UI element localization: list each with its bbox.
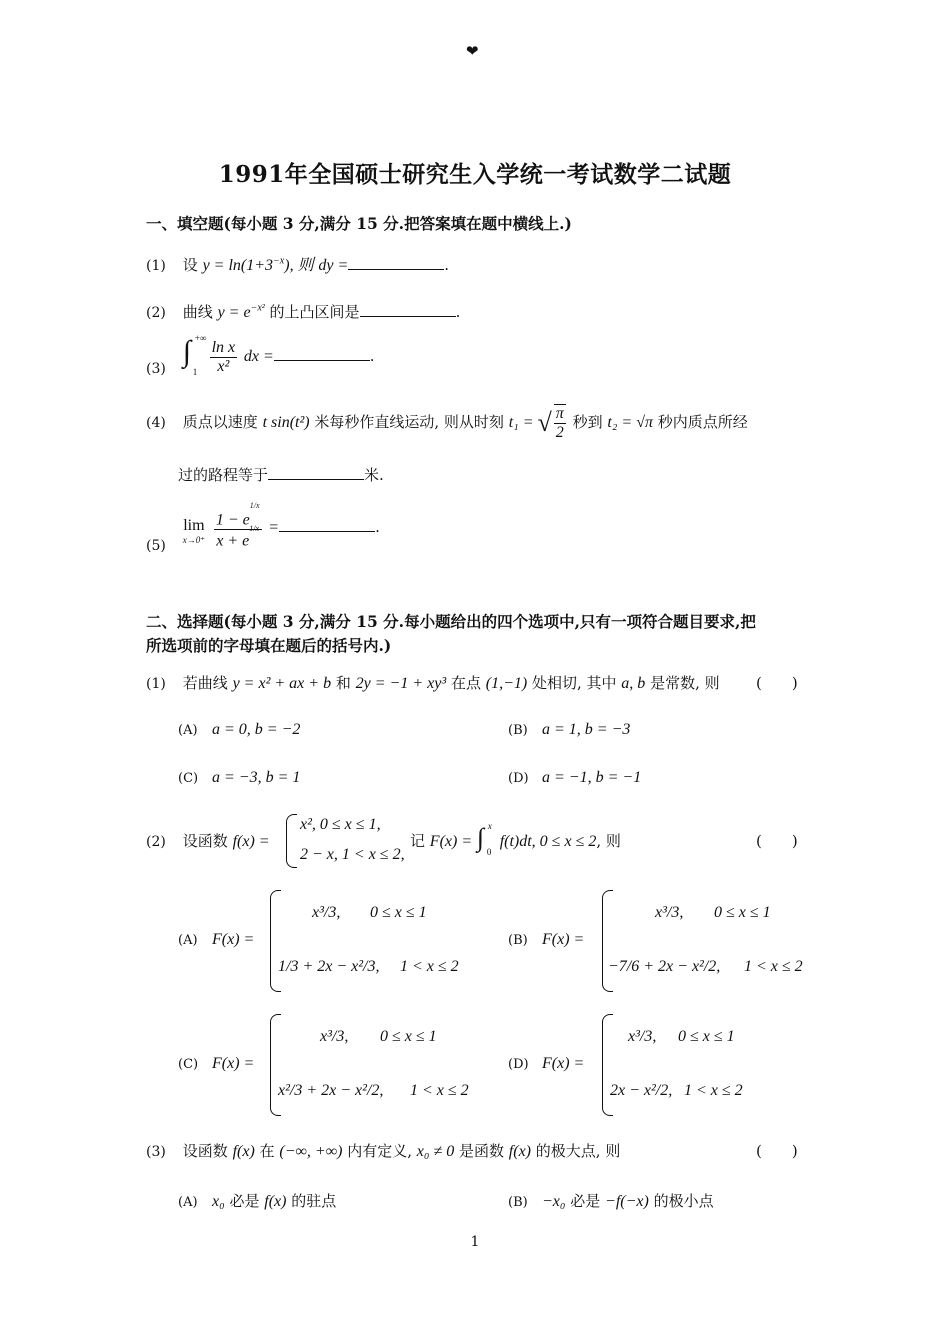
answer-blank <box>279 517 375 532</box>
piecewise-brace <box>270 1014 281 1116</box>
integral-sign: ∫ x 0 <box>476 821 492 857</box>
question-number: (1) <box>146 258 166 274</box>
piecewise-case-1: x², 0 ≤ x ≤ 1, <box>300 816 381 833</box>
question-number: (2) <box>146 305 166 321</box>
formula: $y = e^{-x^2}$ <box>217 302 265 321</box>
answer-paren: ( ) <box>756 1142 798 1160</box>
case-1-cond: 0 ≤ x ≤ 1 <box>714 904 771 921</box>
option-d: (D) a = −1, b = −1 <box>508 769 642 786</box>
piecewise-brace <box>602 1014 613 1116</box>
fraction: $\frac{1 - e^{1/x}}{x + e^{1/x}}$ <box>215 501 260 550</box>
option-b: (B) −x₀ 必是 −f(−x) 的极小点 <box>508 1192 714 1210</box>
limit-operator: lim x→0⁺ <box>182 517 206 546</box>
formula: $y = \ln(1+3^{-x}$ <box>202 255 285 274</box>
case-1: x³/3, <box>655 904 684 921</box>
option-a: (A) F(x) = <box>178 931 255 948</box>
question-number: (3) <box>146 1144 166 1160</box>
option-a: (A) a = 0, b = −2 <box>178 721 301 738</box>
question-number: (2) <box>146 834 166 850</box>
option-d: (D) F(x) = <box>508 1055 585 1072</box>
question-number: (3) <box>146 361 166 377</box>
case-2-cond: 1 < x ≤ 2 <box>410 1082 469 1099</box>
page-number: 1 <box>470 1234 480 1250</box>
page-title: 1991年全国硕士研究生入学统一考试数学二试题 <box>218 161 732 188</box>
case-1: x³/3, <box>320 1028 349 1045</box>
question-number: (4) <box>146 415 166 431</box>
option-c: (C) F(x) = <box>178 1055 255 1072</box>
s2-question-3: (3) 设函数 f(x) 在 (−∞, +∞) 内有定义, x₀ ≠ 0 是函数 f(x) 的极大点, 则 <box>146 1142 621 1160</box>
case-1: x³/3, <box>312 904 341 921</box>
case-2-cond: 1 < x ≤ 2 <box>744 958 803 975</box>
s1-question-3: (3) ∫ +∞ 1 $\frac{\text{ln x}}{\text{x²}}$ dx = . <box>146 333 375 377</box>
case-2-cond: 1 < x ≤ 2 <box>400 958 459 975</box>
answer-blank <box>274 346 370 361</box>
answer-paren: ( ) <box>756 674 798 692</box>
question-text: 的上凸区间是 <box>269 303 360 321</box>
s1-question-4: (4) 质点以速度 t sin(t²) 米每秒作直线运动, 则从时刻 t₁ = √ $\frac{\pi}{2}$ 秒到 t₂ = √π 秒内质点所经 <box>146 405 748 441</box>
answer-blank <box>268 465 364 480</box>
answer-paren: ( ) <box>756 832 798 850</box>
integral-sign: ∫ +∞ 1 <box>182 333 207 377</box>
s2-question-1: (1) 若曲线 y = x² + ax + b 和 2y = −1 + xy³ 在点 (1,−1) 处相切, 其中 a, b 是常数, 则 <box>146 674 720 692</box>
case-1-cond: 0 ≤ x ≤ 1 <box>678 1028 735 1045</box>
question-text: 曲线 <box>182 303 213 321</box>
s1-question-1: (1) 设 $y = \ln(1+3^{-x})$, 则 dy = . <box>146 255 450 274</box>
piecewise-case-2: 2 − x, 1 < x ≤ 2, <box>300 846 405 863</box>
case-1-cond: 0 ≤ x ≤ 1 <box>370 904 427 921</box>
fraction: $\frac{\text{ln x}}{\text{x²}}$ <box>211 338 236 375</box>
case-1-cond: 0 ≤ x ≤ 1 <box>380 1028 437 1045</box>
question-number: (5) <box>146 537 166 554</box>
question-number: (1) <box>146 676 166 692</box>
section2-heading-line1: 二、选择题(每小题 3 分,满分 15 分.每小题给出的四个选项中,只有一项符合题目要求,把 <box>146 612 756 631</box>
case-2-cond: 1 < x ≤ 2 <box>684 1082 743 1099</box>
formula: dy = <box>318 257 349 274</box>
fraction: $\frac{\pi}{2}$ <box>555 405 564 441</box>
s1-question-4-line2: 过的路程等于 米. <box>178 466 384 484</box>
option-b: (B) a = 1, b = −3 <box>508 721 631 738</box>
option-c: (C) a = −3, b = 1 <box>178 769 301 786</box>
piecewise-brace <box>602 890 613 992</box>
piecewise-brace <box>286 814 297 868</box>
section2-heading-line2: 所选项前的字母填在题后的括号内.) <box>146 636 392 655</box>
s1-question-5: (5) lim x→0⁺ $\frac{1 - e^{1/x}}{x + e^{1/x}}$ = . <box>146 501 380 554</box>
question-text: 设 <box>182 256 198 274</box>
case-1: x³/3, <box>628 1028 657 1045</box>
s2-question-2-lead: (2) 设函数 f(x) = <box>146 832 270 850</box>
case-2: 2x − x²/2, <box>610 1082 673 1099</box>
s2-question-2-tail: 记 F(x) = ∫ x 0 f(t)dt, 0 ≤ x ≤ 2, 则 <box>410 821 621 857</box>
header-ornament: ❤ <box>466 42 479 60</box>
s1-question-2: (2) 曲线 $y = e^{-x^2}$ 的上凸区间是 . <box>146 302 461 321</box>
case-2: −7/6 + 2x − x²/2, <box>608 958 721 975</box>
section1-heading: 一、填空题(每小题 3 分,满分 15 分.把答案填在题中横线上.) <box>146 214 572 233</box>
case-2: 1/3 + 2x − x²/3, <box>278 958 380 975</box>
answer-blank <box>348 255 444 270</box>
formula: t sin(t²) <box>262 414 310 431</box>
option-a: (A) x₀ 必是 f(x) 的驻点 <box>178 1192 337 1210</box>
option-b: (B) F(x) = <box>508 931 585 948</box>
case-2: x²/3 + 2x − x²/2, <box>278 1082 384 1099</box>
piecewise-brace <box>270 890 281 992</box>
answer-blank <box>360 302 456 317</box>
